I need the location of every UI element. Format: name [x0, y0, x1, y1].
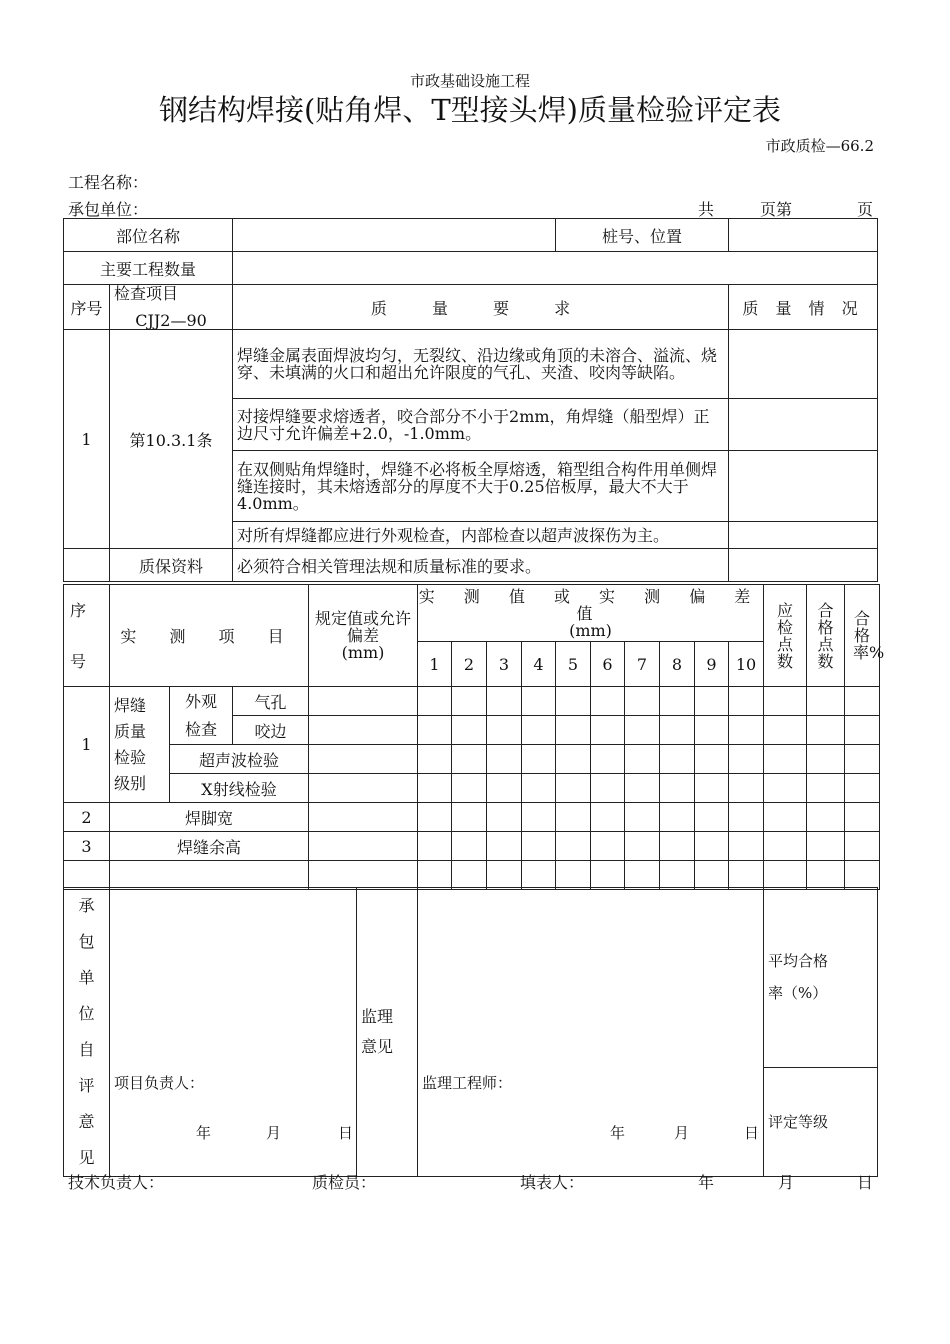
footer-month: 月 — [778, 1173, 795, 1192]
measure-col-10: 10 — [729, 642, 764, 687]
quality-header-row — [64, 285, 878, 330]
docs-row — [64, 549, 878, 582]
xray-label: X射线检验 — [170, 774, 309, 803]
status-cell-2[interactable] — [729, 399, 878, 451]
supervisor-day: 日 — [744, 1124, 760, 1142]
reinforcement-label: 焊缝余高 — [110, 832, 309, 861]
footer-day: 日 — [857, 1173, 874, 1192]
spec-label-cell — [309, 585, 418, 687]
page-total-label: 共 — [698, 200, 715, 219]
appearance-check-label: 外观检查 — [170, 687, 233, 745]
pass-rate-label: 合格率% — [845, 585, 880, 687]
measure-row2-no: 2 — [64, 803, 110, 832]
pm-day: 日 — [338, 1124, 354, 1142]
part-name-value[interactable] — [233, 219, 556, 252]
measure-row-reinforcement — [64, 832, 880, 861]
status-cell-4[interactable] — [729, 522, 878, 549]
measure-col-9: 9 — [695, 642, 729, 687]
pm-label: 项目负责人： — [114, 1074, 205, 1092]
spec-cell[interactable] — [309, 832, 418, 861]
status-cell-1[interactable] — [729, 330, 878, 399]
status-cell-3[interactable] — [729, 451, 878, 522]
measure-col-8: 8 — [660, 642, 695, 687]
spec-cell[interactable] — [309, 745, 418, 774]
item-std: CJJ2—90 — [135, 311, 207, 330]
porosity-label: 气孔 — [233, 687, 309, 716]
measure-col-7: 7 — [625, 642, 660, 687]
main-qty-row — [64, 252, 878, 285]
deviation-unit: (mm) — [569, 620, 612, 640]
pm-year: 年 — [196, 1124, 212, 1142]
main-qty-value[interactable] — [233, 252, 878, 285]
assessment-row — [64, 888, 878, 1068]
spec-cell[interactable] — [309, 774, 418, 803]
spec-cell[interactable] — [309, 861, 418, 890]
no-label: 序号 — [64, 285, 110, 330]
measure-col-4: 4 — [522, 642, 556, 687]
docs-status[interactable] — [729, 549, 878, 582]
part-name-label: 部位名称 — [64, 219, 233, 252]
measure-col-5: 5 — [556, 642, 591, 687]
pm-month: 月 — [266, 1124, 282, 1142]
measure-item-label: 实 测 项 目 — [110, 585, 309, 687]
project-name-label: 工程名称： — [68, 173, 149, 192]
measure-row-blank — [64, 861, 880, 890]
measure-col-3: 3 — [487, 642, 522, 687]
grade-cell — [764, 1067, 878, 1176]
quality-row-no: 1 — [64, 330, 110, 549]
status-label: 质 量 情 况 — [729, 285, 878, 330]
contractor-self-label: 承包单位自评意见 — [64, 888, 110, 1177]
requirement-4: 对所有焊缝都应进行外观检查，内部检查以超声波探伤为主。 — [233, 522, 729, 549]
should-points-label: 应检点数 — [764, 585, 807, 687]
requirement-3: 在双侧贴角焊缝时，焊缝不必将板全厚熔透，箱型组合构件用单侧焊缝连接时，其未熔透部分的厚度不大于0.25倍板厚，最大不大于4.0mm。 — [233, 451, 729, 522]
supervisor-month: 月 — [674, 1124, 690, 1142]
docs-label: 质保资料 — [110, 549, 233, 582]
measure-row-ultrasonic — [64, 745, 880, 774]
measure-row1-no: 1 — [64, 687, 110, 803]
requirement-1: 焊缝金属表面焊波均匀，无裂纹、沿边缘或角顶的未溶合、溢流、烧穿、未填满的火口和超出允许限度的气孔、夹渣、咬肉等缺陷。 — [233, 330, 729, 399]
supervisor-year: 年 — [610, 1124, 626, 1142]
pass-points-label: 合格点数 — [807, 585, 845, 687]
page-end-label: 页 — [857, 200, 874, 219]
measure-row-porosity — [64, 687, 880, 716]
measure-header-row — [64, 585, 880, 642]
tech-lead-label: 技术负责人： — [68, 1173, 165, 1192]
spec-label: 规定值或允许偏差 — [314, 609, 411, 645]
quality-table — [63, 218, 878, 582]
measurement-table — [63, 584, 885, 890]
grade-label: 评定等级 — [768, 1112, 829, 1131]
station-label: 桩号、位置 — [556, 219, 729, 252]
requirement-row — [64, 330, 878, 399]
avg-rate-cell — [764, 888, 878, 1068]
measure-no-top: 序 — [70, 600, 87, 620]
station-value[interactable] — [729, 219, 878, 252]
inspector-label: 质检员： — [312, 1173, 377, 1192]
filler-label: 填表人： — [520, 1173, 585, 1192]
measure-row-xray — [64, 774, 880, 803]
item-label: 检查项目 — [114, 284, 179, 303]
leg-width-label: 焊脚宽 — [110, 803, 309, 832]
footer-year: 年 — [698, 1173, 715, 1192]
spec-cell[interactable] — [309, 687, 418, 716]
measure-col-2: 2 — [452, 642, 487, 687]
main-qty-label: 主要工程数量 — [64, 252, 233, 285]
supervision-opinion-label: 监理意见 — [357, 888, 418, 1177]
avg-rate-label: 平均合格率（%） — [768, 952, 829, 1003]
measure-row3-no: 3 — [64, 832, 110, 861]
requirement-2: 对接焊缝要求熔透者，咬合部分不小于2mm，角焊缝（船型焊）正边尺寸允许偏差+2.0，-1.0mm。 — [233, 399, 729, 451]
assessment-table — [63, 887, 878, 1177]
form-title: 钢结构焊接(贴角焊、T型接头焊)质量检验评定表 — [159, 93, 781, 127]
undercut-label: 咬边 — [233, 716, 309, 745]
spec-unit: (mm) — [341, 643, 385, 662]
measure-no-bottom: 号 — [70, 651, 87, 671]
docs-requirement: 必须符合相关管理法规和质量标准的要求。 — [233, 549, 729, 582]
page-mid-label: 页第 — [760, 200, 793, 219]
measure-col-6: 6 — [591, 642, 625, 687]
req-label: 质 量 要 求 — [233, 285, 729, 330]
contractor-opinion-cell[interactable] — [110, 888, 357, 1177]
part-name-row — [64, 219, 878, 252]
ultrasonic-label: 超声波检验 — [170, 745, 309, 774]
measure-row-leg-width — [64, 803, 880, 832]
supervisor-label: 监理工程师： — [422, 1074, 513, 1092]
deviation-label: 实 测 值 或 实 测 偏 差 值 — [418, 586, 763, 623]
item-label-cell — [110, 285, 233, 330]
spec-cell[interactable] — [309, 803, 418, 832]
weld-grade-group: 焊缝质量检验级别 — [110, 687, 170, 803]
supervisor-opinion-cell[interactable] — [418, 888, 764, 1177]
deviation-label-cell — [418, 585, 764, 642]
clause: 第10.3.1条 — [110, 330, 233, 549]
measure-no-label — [64, 585, 110, 687]
form-subtitle: 市政基础设施工程 — [409, 72, 530, 90]
measure-col-1: 1 — [418, 642, 452, 687]
form-code: 市政质检—66.2 — [765, 137, 874, 155]
spec-cell[interactable] — [309, 716, 418, 745]
contractor-label: 承包单位： — [68, 200, 149, 219]
docs-empty-cell — [64, 549, 110, 582]
